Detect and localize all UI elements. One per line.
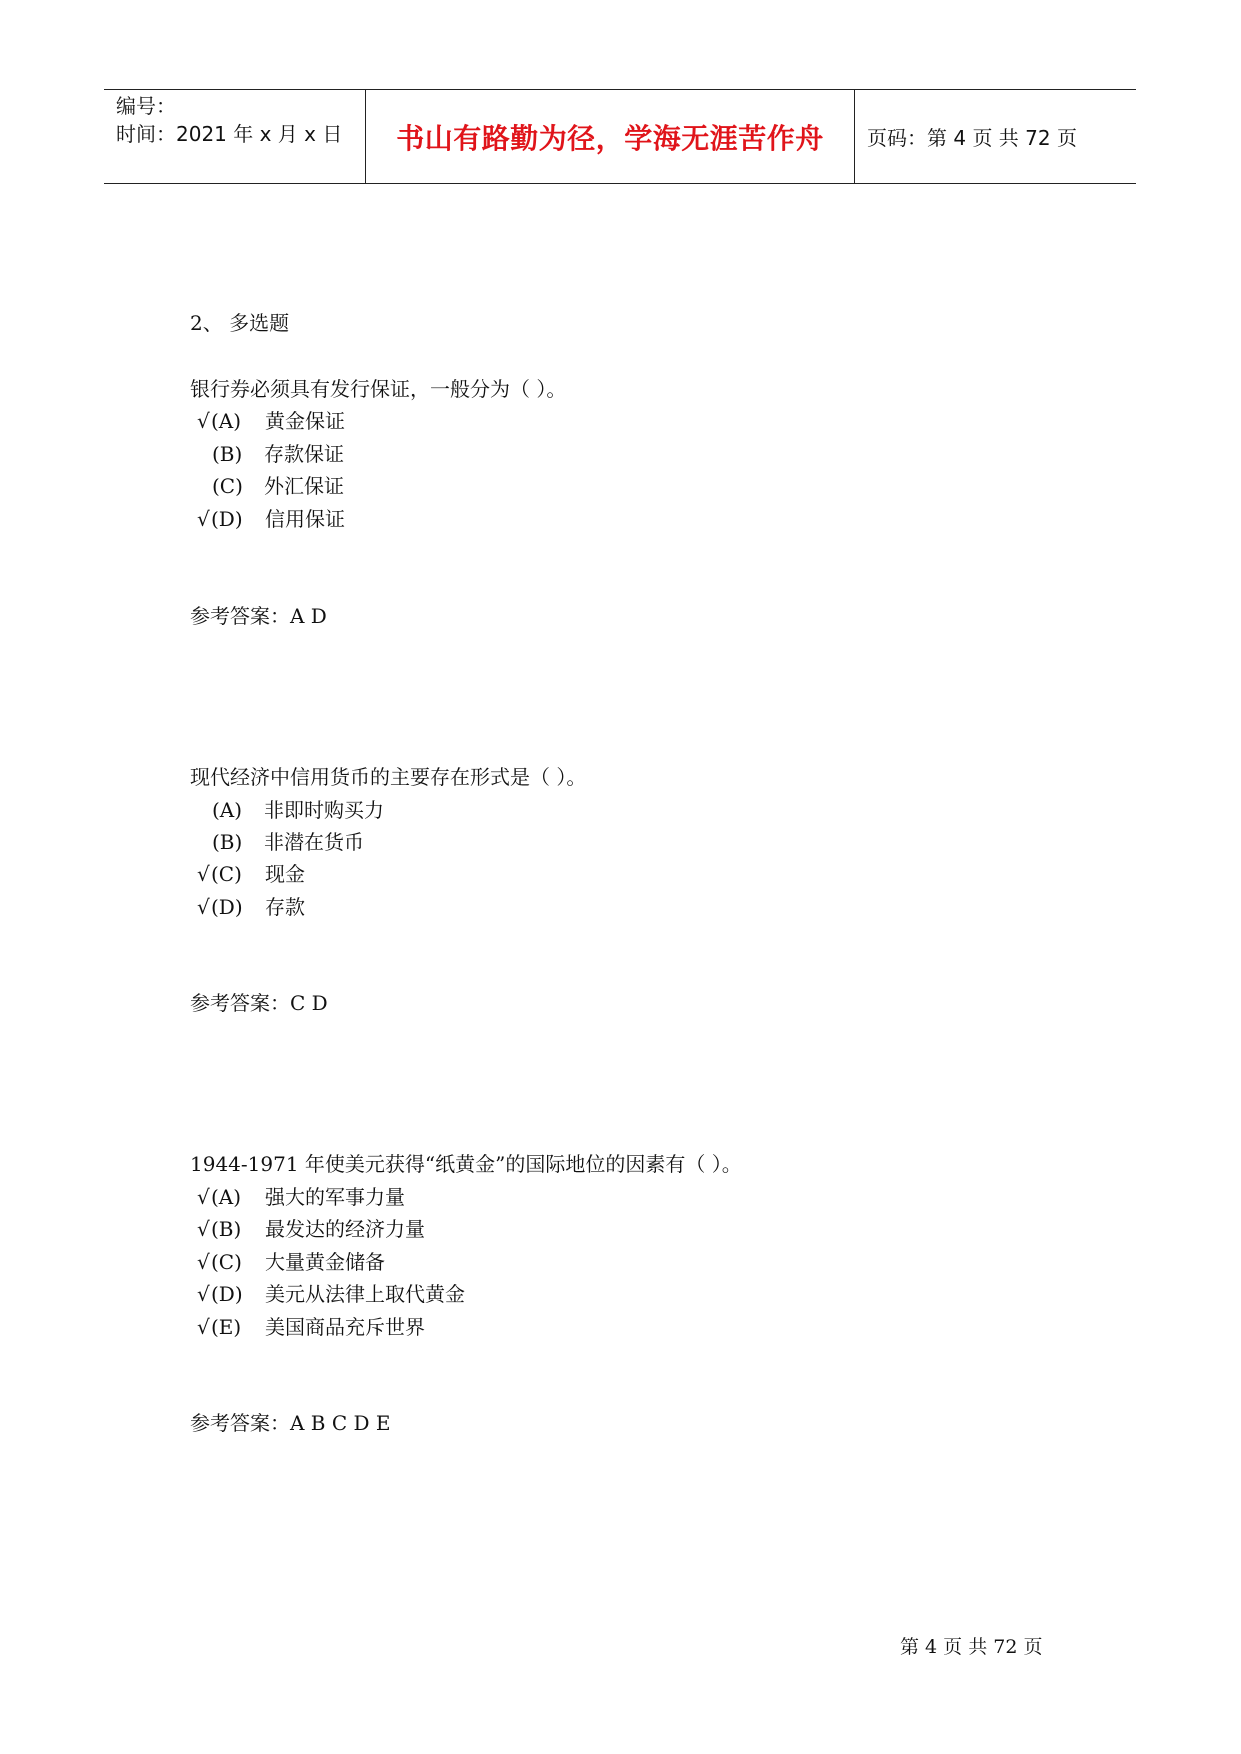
question-1-option-b (190, 441, 344, 467)
check-mark: √ (197, 1282, 210, 1306)
option-letter: (A) (212, 798, 243, 822)
question-1-option-c (190, 473, 344, 499)
option-letter: (D) (211, 1282, 243, 1306)
option-letter: (E) (211, 1315, 242, 1339)
option-letter: (D) (211, 507, 243, 531)
check-mark: √ (197, 1315, 210, 1339)
question-2-answer: 参考答案：C D (190, 991, 328, 1015)
option-letter: (A) (211, 409, 242, 433)
option-text: 信用保证 (265, 507, 345, 531)
option-text: 现金 (265, 862, 305, 886)
check-mark: √ (197, 895, 210, 919)
page-footer: 第 4 页 共 72 页 (900, 1636, 1043, 1658)
check-mark: √ (197, 862, 210, 886)
header-meta-cell (104, 90, 366, 183)
option-text: 美国商品充斥世界 (265, 1315, 425, 1339)
check-mark: √ (197, 1185, 210, 1209)
question-2-option-c (197, 861, 305, 887)
check-mark: √ (197, 1250, 210, 1274)
option-letter: (C) (211, 862, 242, 886)
option-text: 强大的军事力量 (265, 1185, 405, 1209)
option-letter: (C) (211, 1250, 242, 1274)
option-text: 非即时购买力 (264, 798, 384, 822)
section-heading: 2、 多选题 (190, 311, 290, 335)
question-3-answer: 参考答案：A B C D E (190, 1411, 391, 1435)
option-letter: (B) (212, 442, 243, 466)
question-3-option-c (197, 1249, 385, 1275)
document-header (104, 89, 1136, 184)
option-letter: (C) (212, 474, 243, 498)
check-mark: √ (197, 1217, 210, 1241)
option-text: 非潜在货币 (264, 830, 364, 854)
question-3-option-a (197, 1184, 405, 1210)
check-mark: √ (197, 409, 210, 433)
question-2-text: 现代经济中信用货币的主要存在形式是（ ）。 (190, 765, 587, 789)
question-1-text: 银行券必须具有发行保证，一般分为（ ）。 (190, 377, 567, 401)
header-motto: 书山有路勤为径，学海无涯苦作舟 (366, 90, 855, 183)
question-3-option-e (197, 1314, 425, 1340)
option-text: 美元从法律上取代黄金 (265, 1282, 465, 1306)
option-text: 大量黄金储备 (265, 1250, 385, 1274)
check-mark: √ (197, 507, 210, 531)
option-text: 存款保证 (264, 442, 344, 466)
number-label: 编号： (116, 94, 176, 118)
option-text: 最发达的经济力量 (265, 1217, 425, 1241)
question-2-option-d (197, 894, 305, 920)
option-letter: (B) (212, 830, 243, 854)
option-text: 外汇保证 (264, 474, 344, 498)
question-2-option-a (190, 797, 384, 823)
question-3-option-b (197, 1216, 425, 1242)
time-label: 时间：2021 年 x 月 x 日 (116, 122, 343, 146)
option-text: 黄金保证 (265, 409, 345, 433)
question-3-option-d (197, 1281, 465, 1307)
option-letter: (A) (211, 1185, 242, 1209)
question-2-option-b (190, 829, 364, 855)
option-letter: (D) (211, 895, 243, 919)
header-page-info: 页码：第 4 页 共 72 页 (867, 126, 1077, 150)
option-letter: (B) (211, 1217, 242, 1241)
question-1-option-d (197, 506, 345, 532)
question-3-text: 1944-1971 年使美元获得“纸黄金”的国际地位的因素有（ ）。 (190, 1152, 742, 1176)
option-text: 存款 (265, 895, 305, 919)
question-1-option-a (197, 408, 345, 434)
question-1-answer: 参考答案：A D (190, 604, 327, 628)
